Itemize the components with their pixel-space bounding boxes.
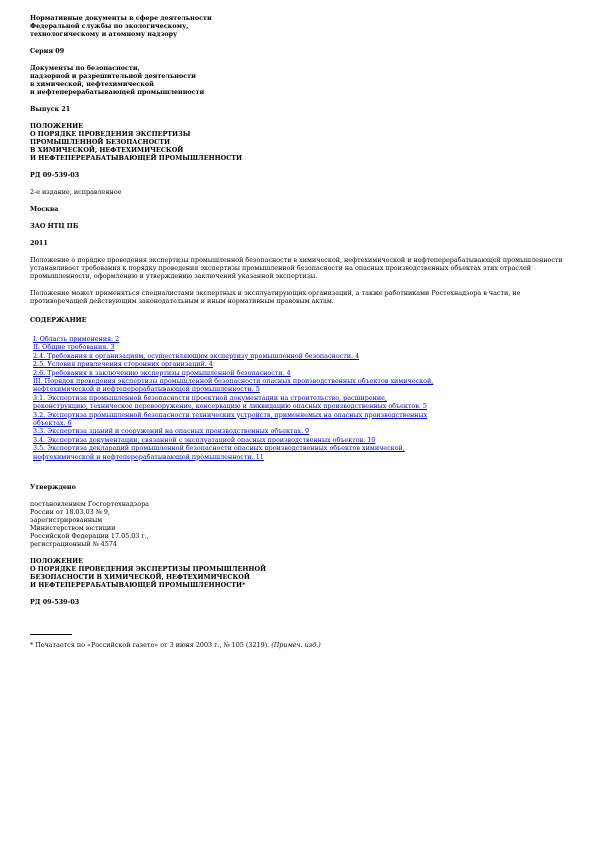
toc-link[interactable]: 3.4. Экспертиза документации, связанной с эксплуатацией опасных производственных объектов. 10 — [33, 435, 376, 444]
approval-text: постановлением Госгортехнадзора России от 18.03.03 № 9, зарегистрированным Министерством юстиции Российской Федерации 17.05.03 г., регистрационный № 4574 — [30, 500, 149, 549]
toc-link[interactable]: III. Порядок проведения экспертизы промышленной безопасности опасных производственных объектов химической, нефтехимической и нефтеперерабатывающей промышленности. 5 — [33, 377, 434, 394]
footnote-text: * Печатается по «Российской газете» от 3 июня 2003 г., № 105 (3219). — [30, 641, 272, 650]
footnote-divider — [30, 634, 72, 635]
footnote-note: (Примеч. изд.) — [271, 641, 321, 650]
document-page — [30, 14, 570, 649]
body-title: ПОЛОЖЕНИЕ О ПОРЯДКЕ ПРОВЕДЕНИЯ ЭКСПЕРТИЗЫ ПРОМЫШЛЕННОЙ БЕЗОПАСНОСТИ В ХИМИЧЕСКОЙ, НЕФТЕХИМИЧЕСКОЙ И НЕФТЕПЕРЕРАБАТЫВАЮЩЕЙ ПРОМЫШЛЕННОСТИ* — [30, 557, 267, 590]
issue-label: Выпуск 21 — [30, 105, 71, 113]
toc-link[interactable]: 2.4. Требования к организациям, осуществляющим экспертизу промышленной безопасности. 4 — [33, 351, 360, 360]
toc-link[interactable]: I. Область применения. 2 — [33, 335, 120, 343]
city-label: Москва — [30, 205, 59, 213]
body-code: РД 09-539-03 — [30, 598, 80, 607]
footnote — [30, 641, 570, 649]
document-code: РД 09-539-03 — [30, 171, 80, 179]
toc-link[interactable]: 3.1. Экспертиза промышленной безопасности проектной документации на строительство, расширение, реконструкцию, техническое перевооружение, консервацию и ликвидацию опасных производственных объектов. 5 — [33, 393, 427, 411]
toc-link[interactable]: II. Общие требования. 3 — [33, 343, 115, 352]
document-title: ПОЛОЖЕНИЕ О ПОРЯДКЕ ПРОВЕДЕНИЯ ЭКСПЕРТИЗЫ ПРОМЫШЛЕННОЙ БЕЗОПАСНОСТИ В ХИМИЧЕСКОЙ, НЕФТЕХИМИЧЕСКОЙ И НЕФТЕПЕРЕРАБАТЫВАЮЩЕЙ ПРОМЫШЛЕННОСТИ — [30, 122, 243, 162]
year-label: 2011 — [30, 239, 48, 247]
intro-paragraph: Положение о порядке проведения экспертизы промышленной безопасности в химической, нефтехимической и нефтеперерабатывающей промышленности устанавливает требования к порядку проведения экспертизы промышленной безопасности на опасных производственных объектах этих отраслей промышленности, оформлению и утверждению заключений указанной экспертизы. — [30, 256, 563, 280]
org-header: Нормативные документы в сфере деятельности Федеральной службы по экологическому, технологическому и атомному надзору — [30, 14, 212, 38]
edition-label: 2-е издание, исправленное — [30, 188, 122, 196]
publisher-label: ЗАО НТЦ ПБ — [30, 222, 79, 230]
intro-paragraph: Положение может применяться специалистами экспертных и эксплуатирующих организаций, а также работниками Ростехнадзора в части, не противоречащей действующим законодательным и иным нормативным правовым актам. — [30, 289, 521, 305]
toc-link[interactable]: 3.3. Экспертиза зданий и сооружений на опасных производственных объектах. 9 — [33, 427, 310, 436]
toc-link[interactable]: 2.6. Требования к заключению экспертизы промышленной безопасности. 4 — [33, 368, 291, 377]
series-title: Документы по безопасности, надзорной и разрешительной деятельности в химической, нефтехимической и нефтеперерабатывающей промышленности — [30, 64, 205, 96]
table-of-contents — [33, 335, 570, 461]
toc-heading: СОДЕРЖАНИЕ — [30, 316, 87, 324]
toc-link[interactable]: 2.5. Условия привлечения сторонних организаций. 4 — [33, 360, 213, 369]
series-label: Серия 09 — [30, 47, 65, 55]
approval-label: Утверждено — [30, 483, 76, 492]
toc-link[interactable]: 3.2. Экспертиза промышленной безопасности технических устройств, применяемых на опасных производственных объектах. 6 — [33, 410, 428, 428]
toc-link[interactable]: 3.5. Экспертиза деклараций промышленной безопасности опасных производственных объектов химической, нефтехимической и нефтеперерабатывающей промышленности. 11 — [33, 444, 405, 461]
